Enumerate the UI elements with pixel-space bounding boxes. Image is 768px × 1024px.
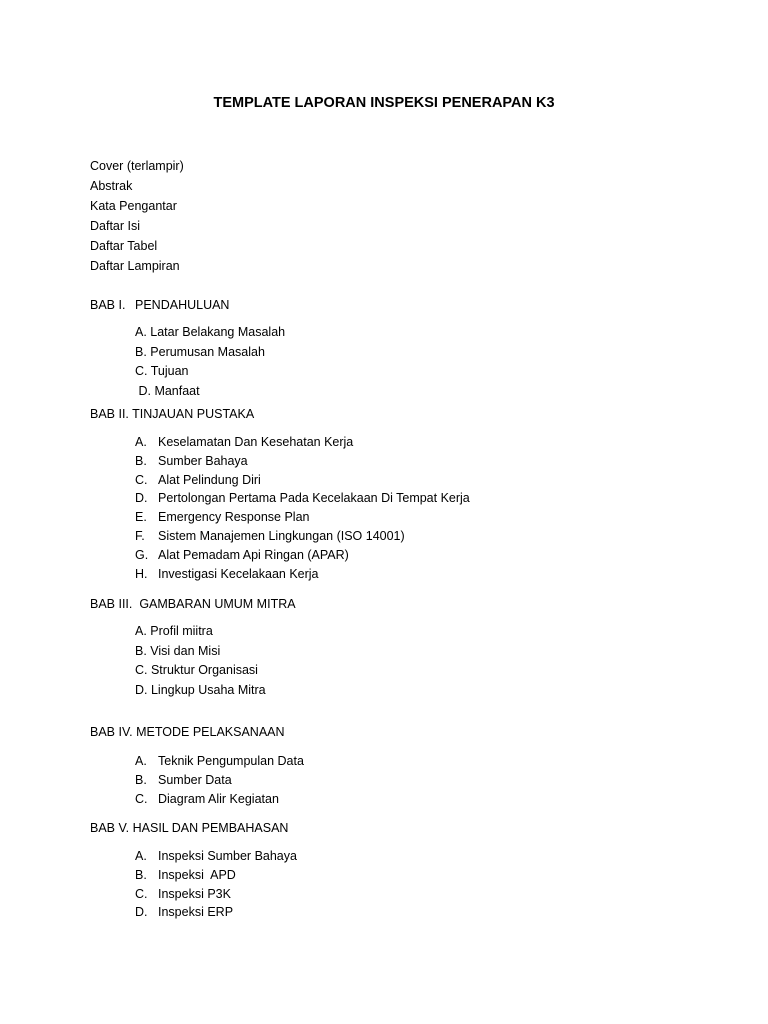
front-matter-item: Daftar Tabel [90,239,158,253]
list-text: Inspeksi APD [158,867,236,882]
list-text: Inspeksi Sumber Bahaya [158,849,297,863]
bab-4-heading: BAB IV. METODE PELAKSANAAN [90,725,285,739]
list-letter: A. [135,754,147,768]
list-item: D. Manfaat [135,384,200,399]
list-item [135,433,470,452]
bab-3-heading [90,595,296,613]
list-letter: A. [135,435,147,449]
list-item [135,508,470,527]
bab-3-list [135,622,266,701]
list-letter: H. [135,566,148,581]
list-letter: A. [135,849,147,863]
document-title: TEMPLATE LAPORAN INSPEKSI PENERAPAN K3 [213,95,555,111]
list-text: Emergency Response Plan [158,510,310,525]
list-letter: G. [135,547,149,562]
bab-5-heading: BAB V. HASIL DAN PEMBAHASAN [90,821,289,835]
list-item: A. Profil miitra [135,624,213,638]
list-text: Inspeksi ERP [158,905,234,920]
list-text: Sumber Bahaya [158,453,248,468]
list-item [135,847,297,866]
list-letter: F. [135,528,145,543]
list-letter: B. [135,772,147,787]
list-text: Alat Pemadam Api Ringan (APAR) [158,547,349,562]
list-item [135,903,297,922]
bab-3-heading-text: BAB III. GAMBARAN UMUM MITRA [90,597,296,611]
list-item [135,452,470,471]
list-item [135,790,304,809]
list-text: Sumber Data [158,772,232,787]
list-text: Investigasi Kecelakaan Kerja [158,566,319,581]
bab-2-list [135,433,470,583]
bab-1-label: PENDAHULUAN [135,298,230,312]
list-item [135,866,297,885]
list-item [135,527,470,546]
front-matter-list [90,156,184,276]
list-item [135,771,304,790]
list-item [135,565,470,584]
list-item [135,885,297,904]
list-letter: E. [135,510,147,525]
list-item [135,489,470,508]
bab-4-list [135,752,304,808]
list-text: Teknik Pengumpulan Data [158,754,304,768]
list-letter: C. [135,791,148,806]
list-item [135,471,470,490]
list-item: B. Perumusan Masalah [135,344,265,359]
list-item: A. Latar Belakang Masalah [135,325,286,339]
list-item: C. Struktur Organisasi [135,663,258,678]
list-letter: D. [135,905,148,920]
front-matter-item: Cover (terlampir) [90,159,184,173]
list-text: Alat Pelindung Diri [158,472,261,487]
list-text: Sistem Manajemen Lingkungan (ISO 14001) [158,528,405,543]
list-letter: B. [135,867,147,882]
list-item [135,752,304,771]
bab-1-number: BAB I. [90,298,126,312]
bab-1-heading [90,296,229,314]
list-letter: C. [135,886,148,901]
bab-1-list [135,323,285,402]
front-matter-item: Daftar Isi [90,219,141,233]
list-item: D. Lingkup Usaha Mitra [135,683,266,698]
list-letter: D. [135,491,148,506]
front-matter-item: Daftar Lampiran [90,259,180,273]
list-text: Pertolongan Pertama Pada Kecelakaan Di Tempat Kerja [158,491,470,506]
list-letter: B. [135,453,147,468]
list-item: B. Visi dan Misi [135,643,221,658]
bab-2-heading: BAB II. TINJAUAN PUSTAKA [90,407,255,421]
list-item: C. Tujuan [135,364,189,379]
front-matter-item: Abstrak [90,179,133,193]
list-letter: C. [135,472,148,487]
list-item [135,546,470,565]
front-matter-item: Kata Pengantar [90,199,177,213]
list-text: Inspeksi P3K [158,886,231,901]
list-text: Keselamatan Dan Kesehatan Kerja [158,435,354,449]
bab-5-list [135,847,297,922]
list-text: Diagram Alir Kegiatan [158,791,279,806]
